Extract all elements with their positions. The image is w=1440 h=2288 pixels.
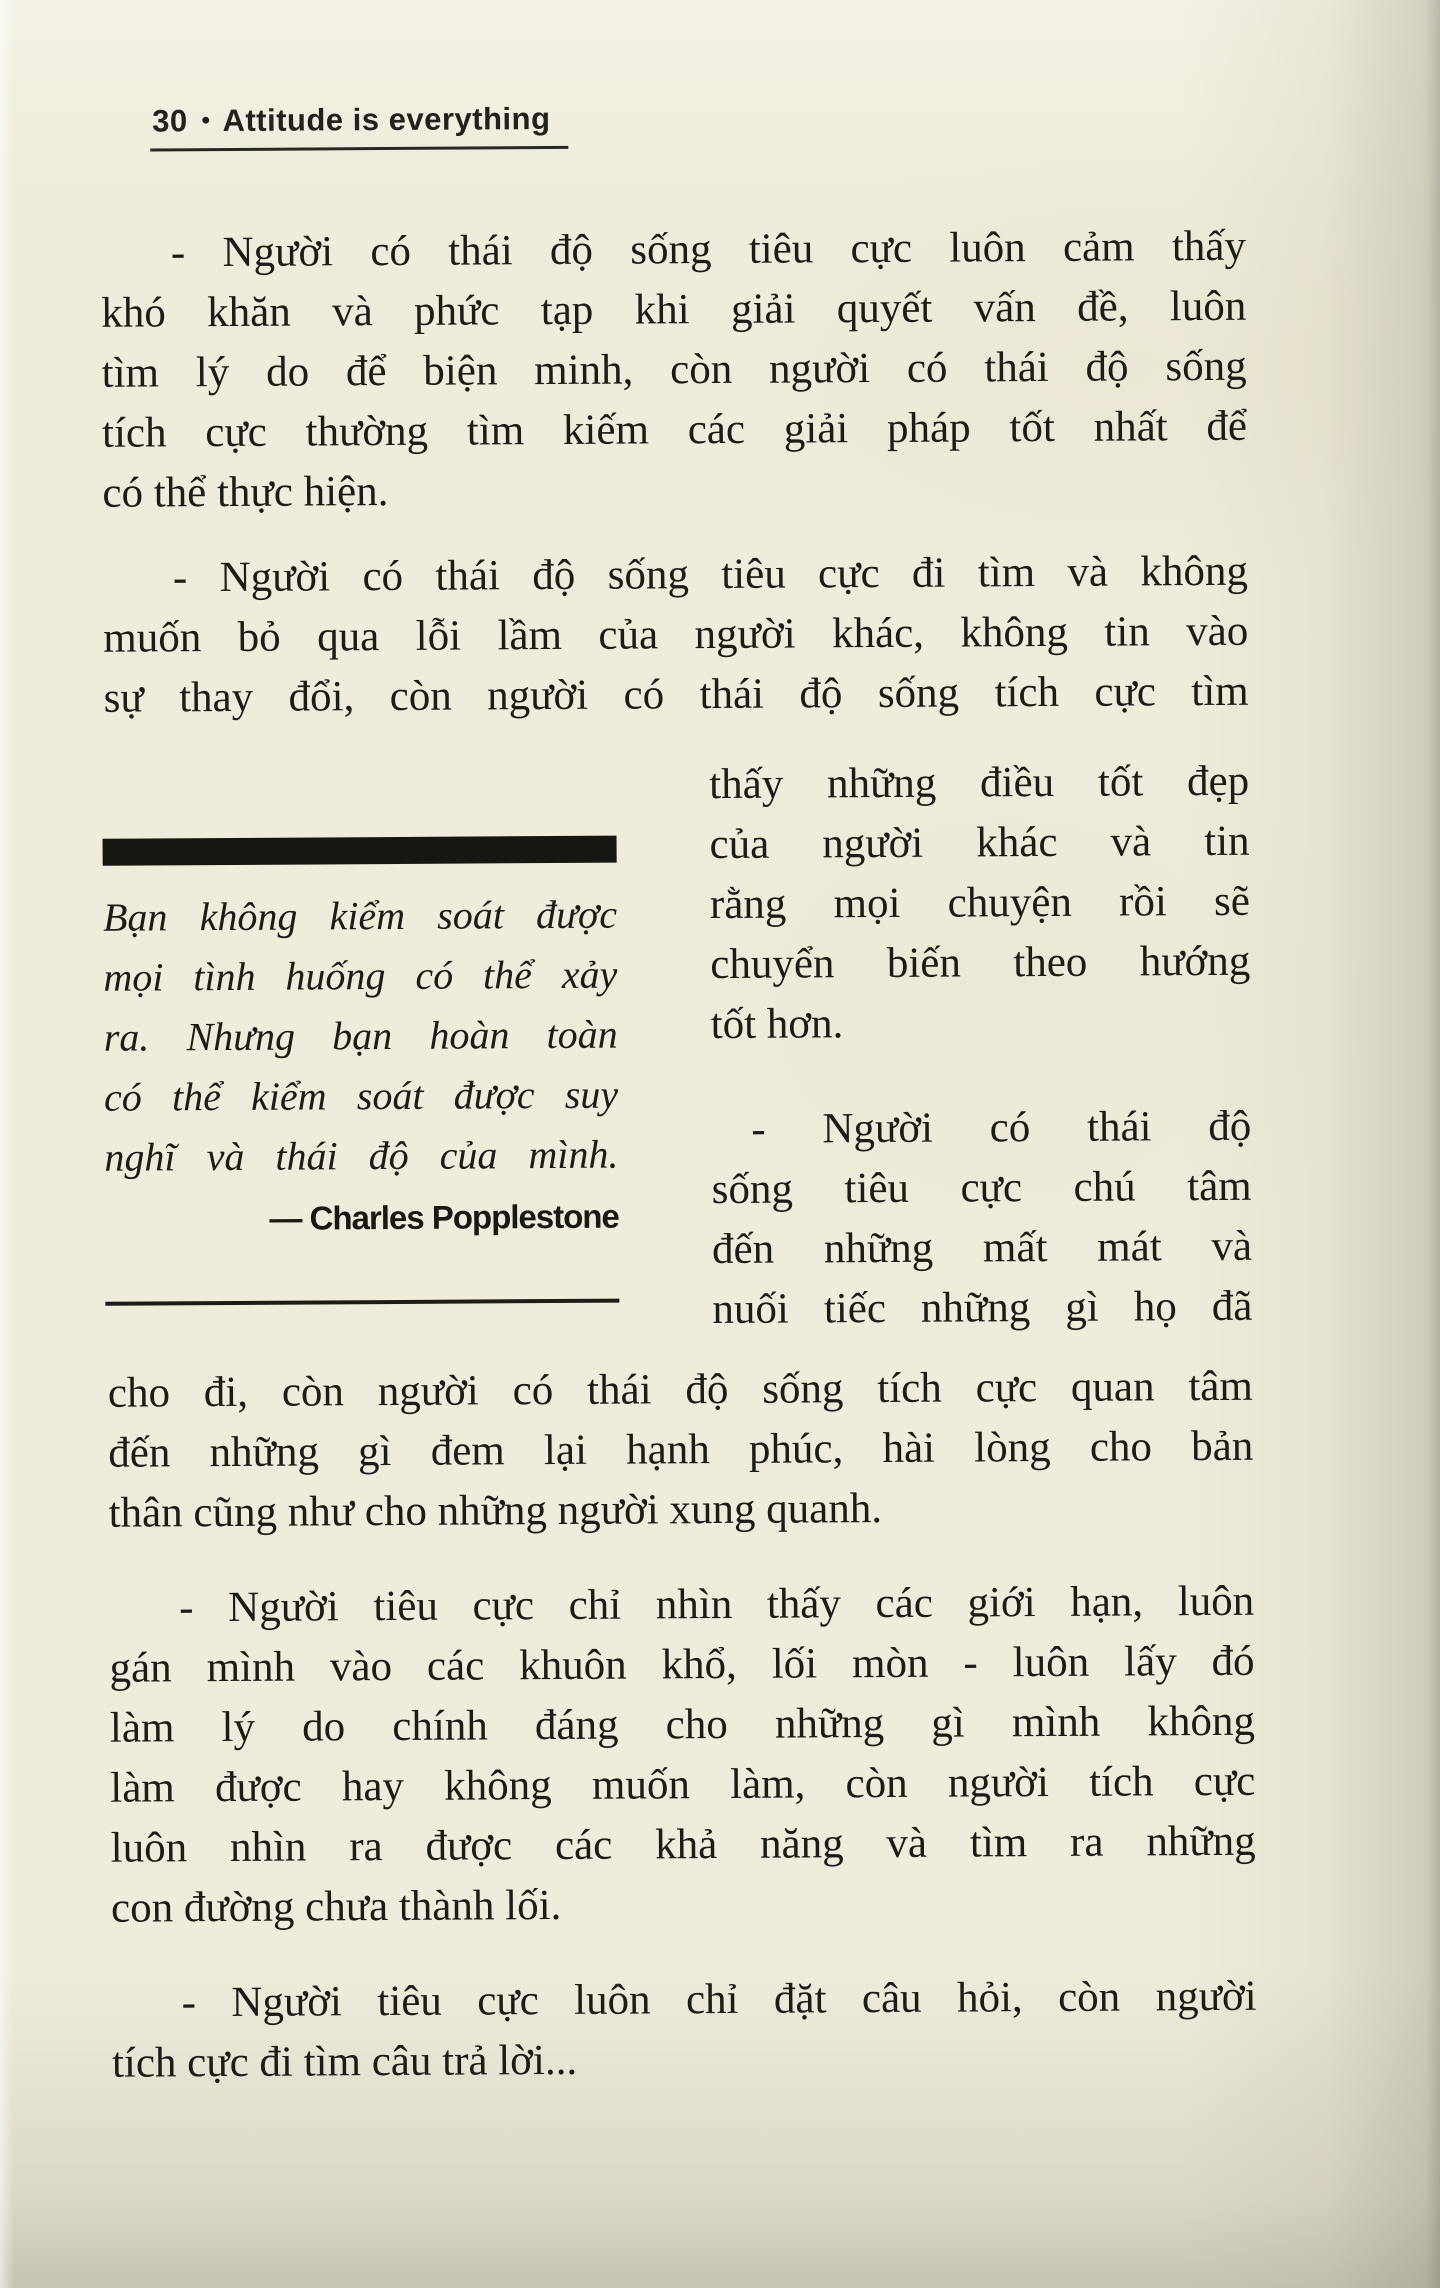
text-line: thân cũng như cho những người xung quanh. — [108, 1485, 883, 1537]
text-line: sống tiêu cực chú tâm — [711, 1162, 1252, 1214]
text-line: chuyển biến theo hướng — [710, 937, 1251, 989]
text-line: tích cực đi tìm câu trả lời... — [111, 2036, 578, 2087]
text-line: - Người có thái độ sống tiêu cực đi tìm và không — [172, 547, 1249, 602]
text-line: - Người tiêu cực chỉ nhìn thấy các giới hạn, luôn — [179, 1577, 1255, 1632]
pull-quote-box — [103, 836, 620, 1306]
text-line: có thể thực hiện. — [102, 468, 389, 517]
book-title: Attitude is everything — [222, 101, 551, 139]
text-line: - Người tiêu cực luôn chỉ đặt câu hỏi, còn người — [181, 1972, 1257, 2027]
quote-top-rule — [103, 836, 617, 866]
quote-line: mọi tình huống có thể xảy — [103, 951, 618, 1000]
running-header — [150, 101, 569, 152]
text-line: làm được hay không muốn làm, còn người tích cực — [110, 1757, 1256, 1812]
text-line: làm lý do chính đáng cho những gì mình không — [109, 1697, 1256, 1752]
text-line: thấy những điều tốt đẹp — [709, 757, 1250, 809]
text-line: con đường chưa thành lối. — [110, 1881, 562, 1932]
text-line: tích cực thường tìm kiếm các giải pháp tốt nhất để — [101, 402, 1248, 457]
quote-line: nghĩ và thái độ của mình. — [104, 1131, 619, 1180]
quote-line: Bạn không kiểm soát được — [102, 891, 618, 940]
text-line: khó khăn và phức tạp khi giải quyết vấn đề, luôn — [101, 282, 1247, 337]
text-line: - Người có thái độ sống tiêu cực luôn cảm thấy — [170, 222, 1247, 277]
paragraph-2-right-column — [709, 752, 1251, 1055]
text-line: tốt hơn. — [710, 1000, 844, 1049]
text-line: của người khác và tin — [709, 817, 1250, 869]
text-line: tìm lý do để biện minh, còn người có thái độ sống — [101, 342, 1247, 397]
pull-quote-text — [103, 885, 619, 1188]
paragraph-5 — [111, 1967, 1257, 2094]
text-line: nuối tiếc những gì họ đã — [712, 1282, 1253, 1334]
text-line: luôn nhìn ra được các khả năng và tìm ra những — [110, 1817, 1256, 1872]
quote-attribution: — Charles Popplestone — [269, 1197, 619, 1237]
text-line: sự thay đổi, còn người có thái độ sống tích cực tìm — [103, 667, 1249, 722]
text-line: muốn bỏ qua lỗi lầm của người khác, không tin vào — [103, 607, 1249, 662]
text-line: đến những mất mát và — [711, 1222, 1253, 1274]
header-bullet-icon: • — [201, 107, 211, 135]
text-line: cho đi, còn người có thái độ sống tích cực quan tâm — [107, 1362, 1254, 1417]
page-number: 30 — [152, 103, 188, 139]
text-line: - Người có thái độ — [751, 1102, 1252, 1153]
text-line: rằng mọi chuyện rồi sẽ — [709, 877, 1251, 929]
paragraph-2-full — [103, 542, 1249, 729]
paragraph-3-full — [108, 1357, 1254, 1544]
paragraph-4 — [109, 1572, 1256, 1939]
text-line: đến những gì đem lại hạnh phúc, hài lòng cho bản — [108, 1422, 1254, 1477]
text-line: gán mình vào các khuôn khổ, lối mòn - luôn lấy đó — [109, 1637, 1255, 1692]
quote-line: có thể kiểm soát được suy — [103, 1071, 619, 1120]
paragraph-3-right-column — [711, 1097, 1252, 1340]
quote-line: ra. Nhưng bạn hoàn toàn — [103, 1011, 618, 1060]
paragraph-1 — [101, 217, 1248, 524]
